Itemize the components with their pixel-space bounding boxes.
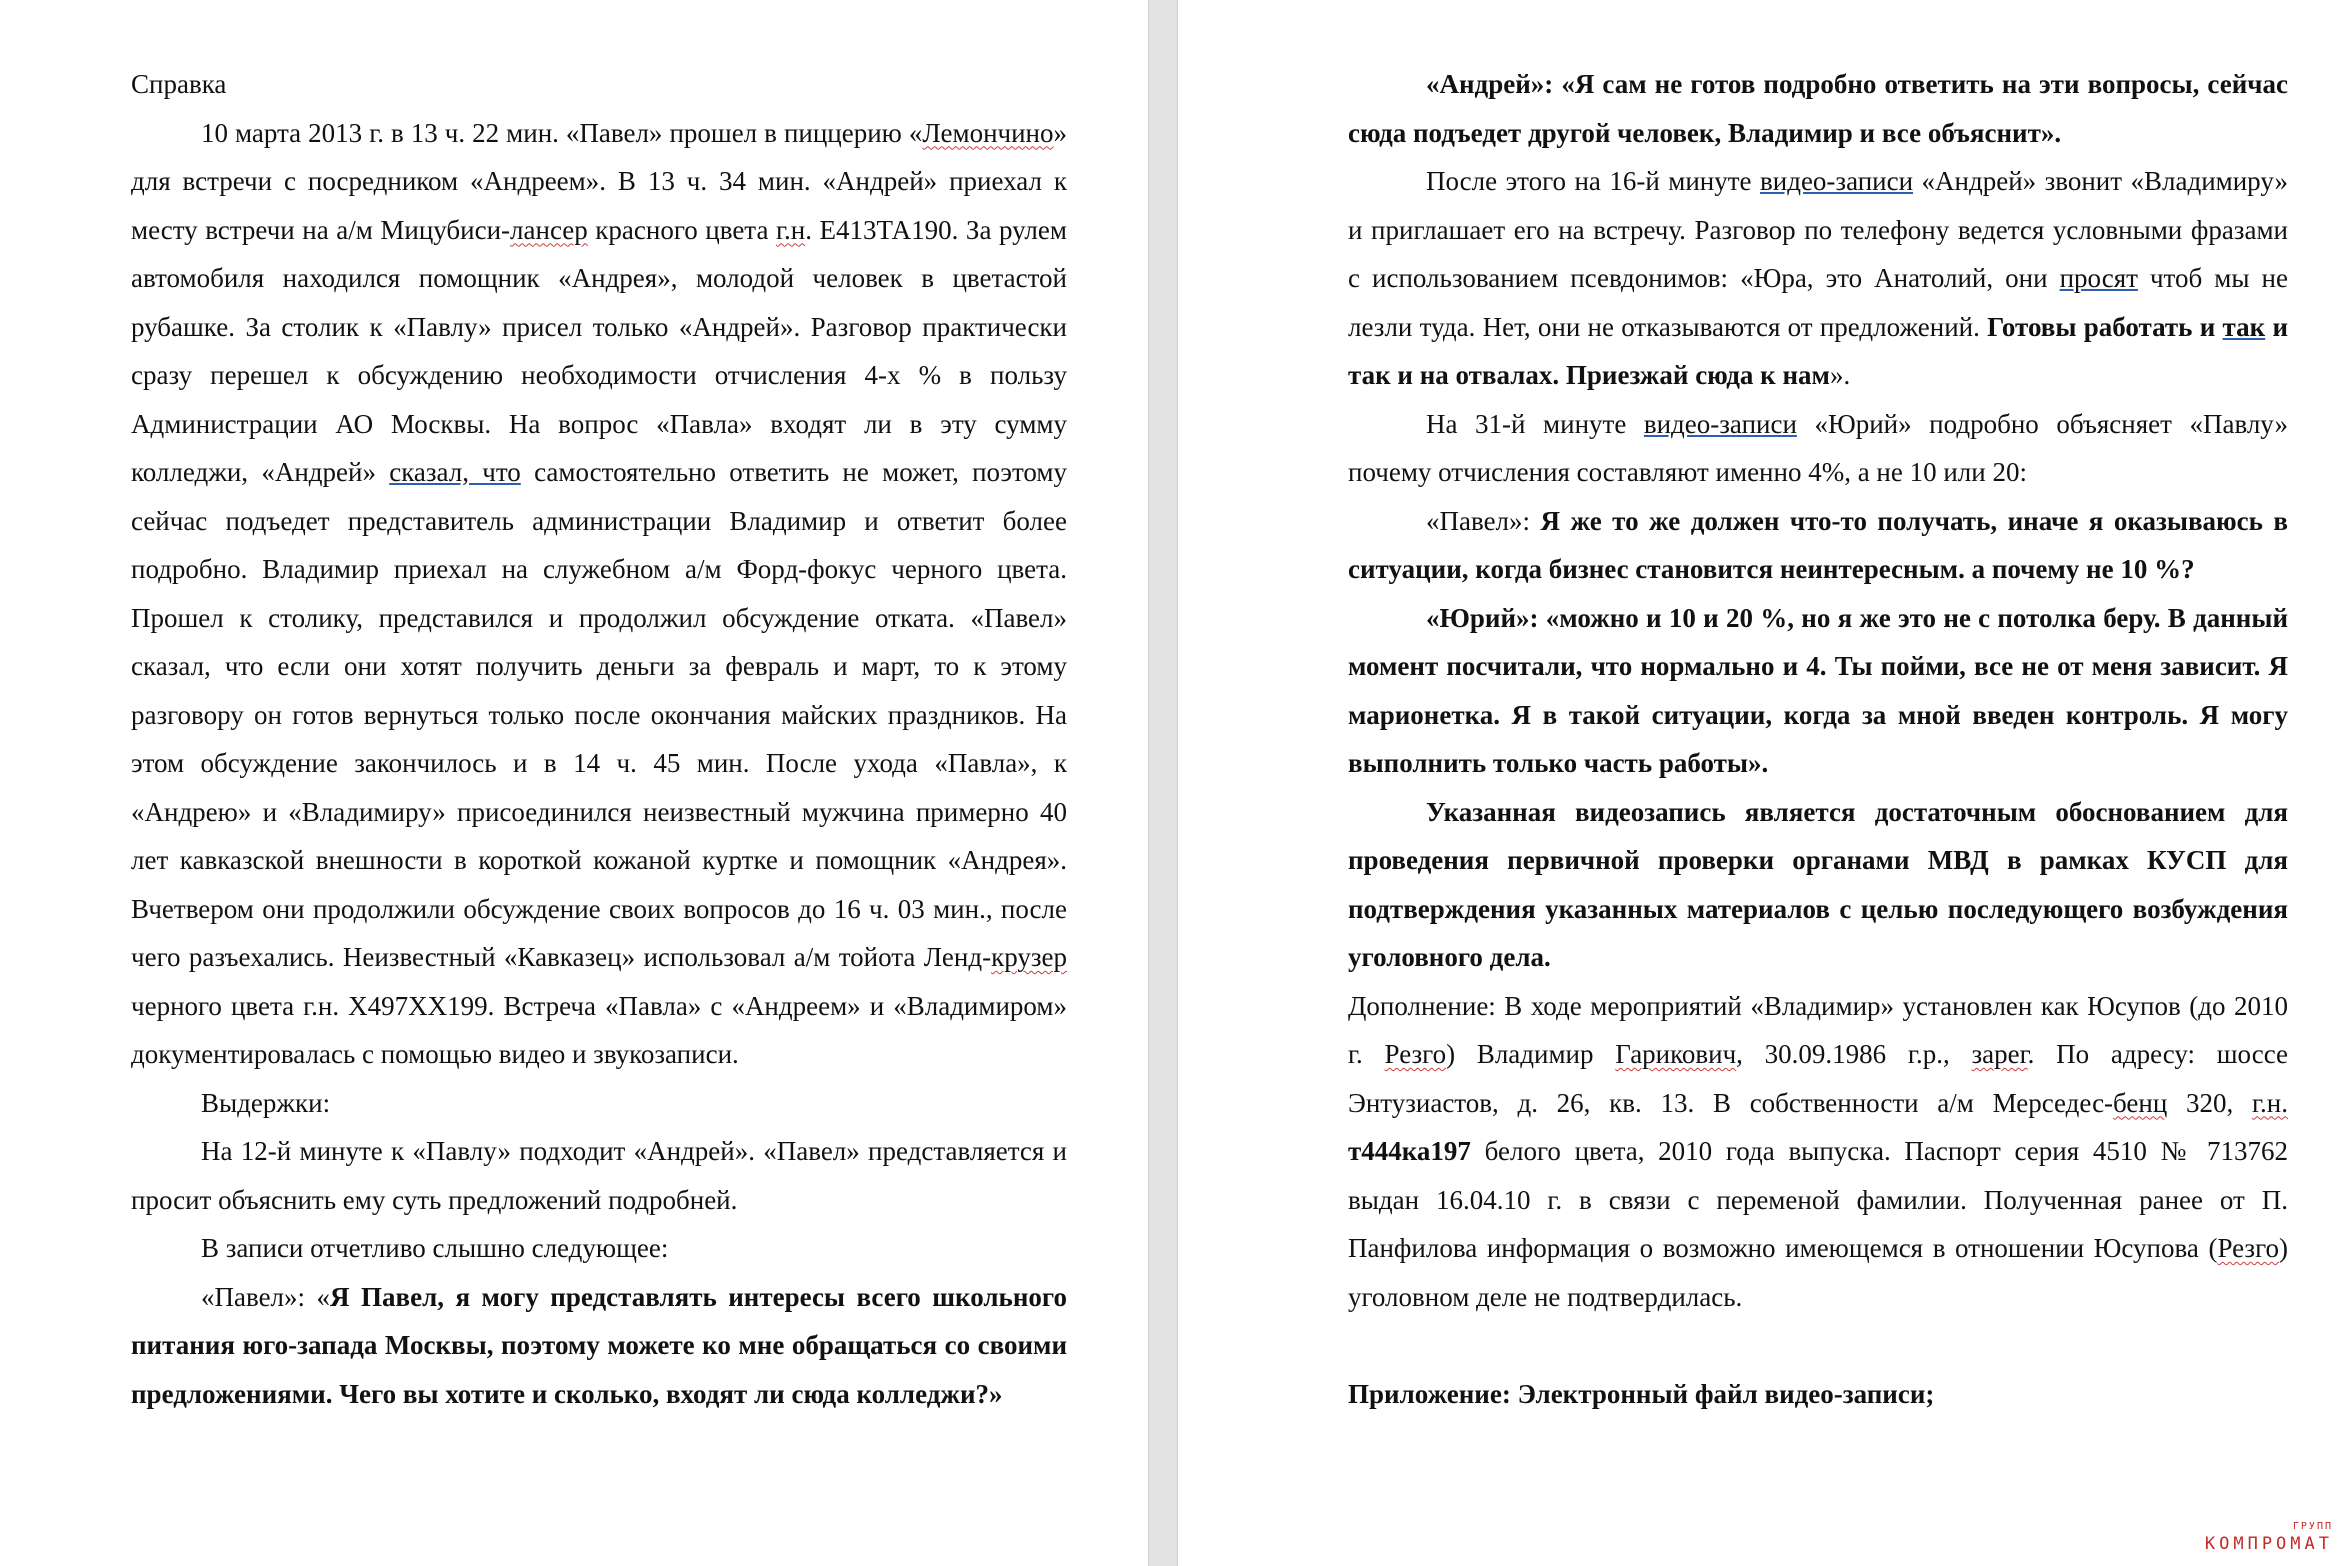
- paragraph-minute-12: На 12-й минуте к «Павлу» подходит «Андрей». «Павел» представляется и просит объяснить ему суть предложений подробней.: [131, 1136, 1067, 1215]
- paragraph-minute-31: На 31-й минуте видео-записи «Юрий» подробно объясняет «Павлу» почему отчисления составляют именно 4%, а не 10 или 20:: [1348, 408, 2288, 487]
- watermark-main-text: КОМПРОМАТ: [2204, 1534, 2333, 1554]
- document-page-left: [0, 0, 1148, 1566]
- paragraph-conclusion: Указанная видеозапись является достаточным обоснованием для проведения первичной проверки органами МВД в рамках КУСП для подтверждения указанных материалов с целью последующего возбуждения уголовного дела.: [1348, 796, 2288, 972]
- paragraph-attachment: Приложение: Электронный файл видео-записи;: [1348, 1378, 1935, 1409]
- paragraph-addendum: Дополнение: В ходе мероприятий «Владимир» установлен как Юсупов (до 2010 г. Резго) Владимир Гарикович, 30.09.1986 г.р., зарег. По адресу: шоссе Энтузиастов, д. 26, кв. 13. В собственности а/м Мерседес-бенц 320, г.н. т444ка197 белого цвета, 2010 года выпуска. Паспорт серия 4510 № 713762 выдан 16.04.10 г. в связи с переменой фамилии. Полученная ранее от П. Панфилова информация о возможно имеющемся в отношении Юсупова (Резго) уголовном деле не подтвердилась.: [1348, 990, 2289, 1312]
- page-text: [131, 60, 1067, 1418]
- watermark-logo: [2204, 1521, 2333, 1554]
- paragraph-excerpts: Выдержки:: [201, 1087, 331, 1118]
- paragraph-meeting: 10 марта 2013 г. в 13 ч. 22 мин. «Павел» прошел в пиццерию «Лемончино» для встречи с посредником «Андреем». В 13 ч. 34 мин. «Андрей» приехал к месту встречи на а/м Мицубиси-лансер красного цвета г.н. Е413ТА190. За рулем автомобиля находился помощник «Андрея», молодой человек в цветастой рубашке. За столик к «Павлу» присел только «Андрей». Разговор практически сразу перешел к обсуждению необходимости отчисления 4-х % в пользу Администрации АО Москвы. На вопрос «Павла» входят ли в эту сумму колледжи, «Андрей» сказал, что самостоятельно ответить не может, поэтому сейчас подъедет представитель администрации Владимир и ответит более подробно. Владимир приехал на служебном а/м Форд-фокус черного цвета. Прошел к столику, представился и продолжил обсуждение отката. «Павел» сказал, что если они хотят получить деньги за февраль и март, то к этому разговору он готов вернуться только после окончания майских праздников. На этом обсуждение закончилось и в 14 ч. 45 мин. После ухода «Павла», к «Андрею» и «Владимиру» присоединился неизвестный мужчина примерно 40 лет кавказской внешности в короткой кожаной куртке и помощник «Андрея». Вчетвером они продолжили обсуждение своих вопросов до 16 ч. 03 мин., после чего разъехались. Неизвестный «Кавказец» использовал а/м тойота Ленд-крузер черного цвета г.н. Х497ХХ199. Встреча «Павла» с «Андреем» и «Владимиром» документировалась с помощью видео и звукозаписи.: [131, 117, 1067, 1069]
- page-gutter: [1148, 0, 1178, 1566]
- paragraph-yuriy-quote: «Юрий»: «можно и 10 и 20 %, но я же это не с потолка беру. В данный момент посчитали, что нормально и 4. Ты пойми, все не от меня зависит. Я марионетка. Я в такой ситуации, когда за мной введен контроль. Я могу выполнить только часть работы».: [1348, 602, 2288, 778]
- paragraph-recording: В записи отчетливо слышно следующее:: [201, 1233, 669, 1263]
- paragraph-andrey-quote: «Андрей»: «Я сам не готов подробно ответить на эти вопросы, сейчас сюда подъедет другой человек, Владимир и все объяснит».: [1348, 69, 2288, 148]
- blank-line: [1348, 1321, 2288, 1370]
- watermark-small-text: ГРУПП: [2292, 1521, 2333, 1532]
- paragraph-pavel-quote: «Павел»: «Я Павел, я могу представлять интересы всего школьного питания юго-запада Москвы, поэтому можете ко мне обращаться со своими предложениями. Чего вы хотите и сколько, входят ли сюда колледжи?»: [131, 1281, 1067, 1409]
- document-page-right: [1178, 0, 2341, 1566]
- page-text: [1348, 60, 2288, 1418]
- heading-spravka: Справка: [131, 69, 227, 99]
- paragraph-minute-16: После этого на 16-й минуте видео-записи «Андрей» звонит «Владимиру» и приглашает его на встречу. Разговор по телефону ведется условными фразами с использованием псевдонимов: «Юра, это Анатолий, они просят чтоб мы не лезли туда. Нет, они не отказываются от предложений. Готовы работать и так и так и на отвалах. Приезжай сюда к нам».: [1348, 166, 2289, 390]
- paragraph-pavel-reply: «Павел»: Я же то же должен что-то получать, иначе я оказываюсь в ситуации, когда бизнес становится неинтересным. а почему не 10 %?: [1348, 505, 2288, 584]
